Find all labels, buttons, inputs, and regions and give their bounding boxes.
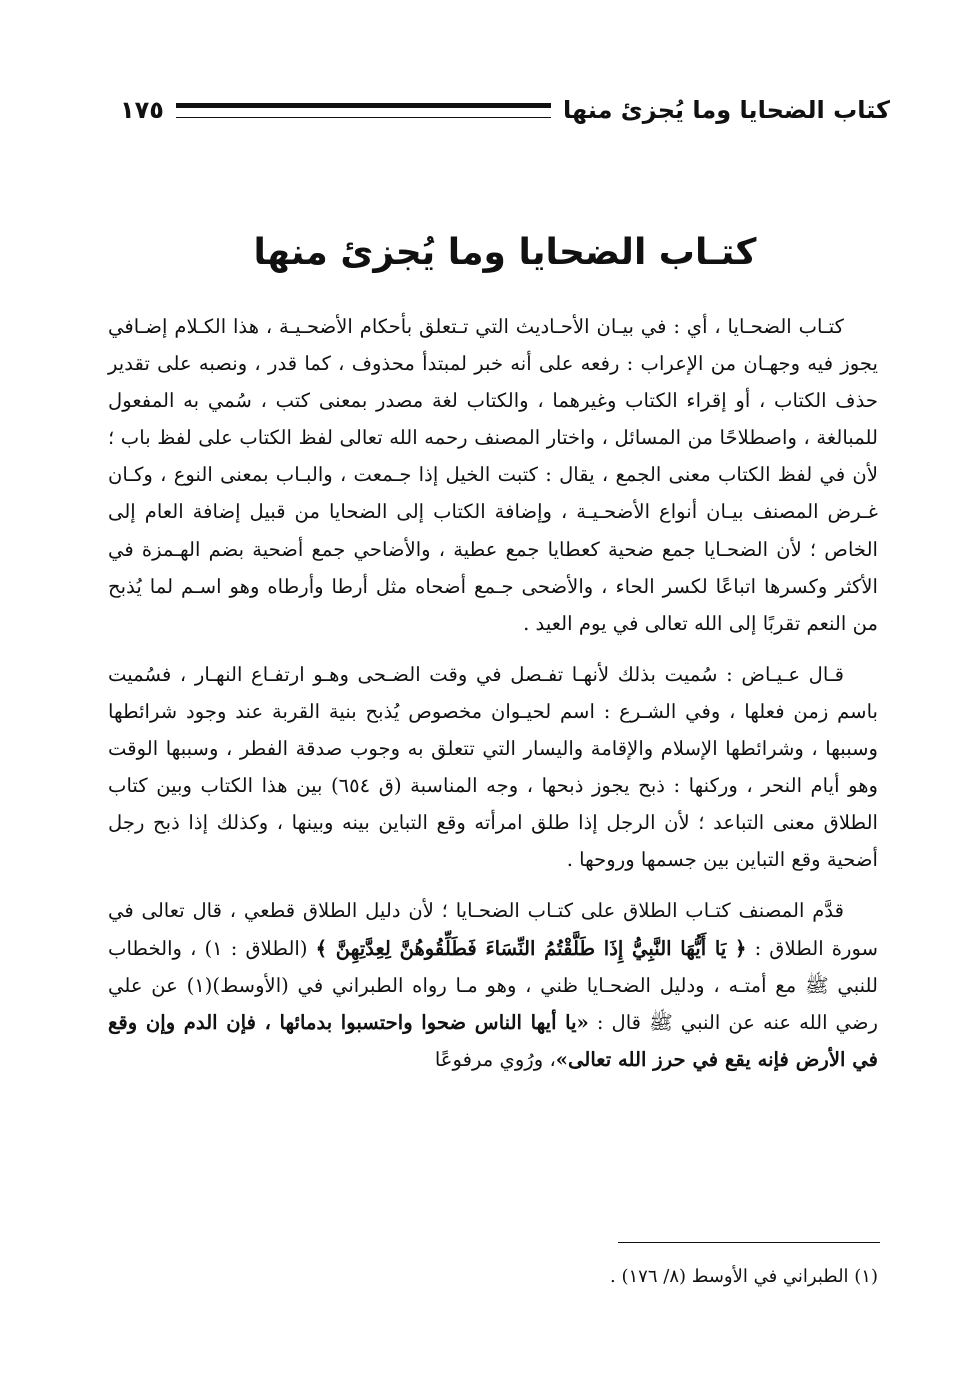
body-text xyxy=(108,308,878,1092)
quran-verse: ﴿ يَا أَيُّهَا النَّبِيُّ إِذَا طَلَّقْتُمُ النِّسَاءَ فَطَلِّقُوهُنَّ لِعِدَّتِهِنَّ ﴾ xyxy=(315,936,747,960)
paragraph-2: قـال عـيـاض : سُميت بذلك لأنهـا تفـصل في وقت الضـحى وهـو ارتفـاع النهـار ، فسُميت باسم زمن فعلها ، وفي الشـرع : اسم لحيـوان مخصوص يُذبح بنية القربة عند وجود شرائطها وسببها ، وشرائطها الإسلام والإقامة واليسار التي تتعلق به وجوب صدقة الفطر ، وسببها الوقت وهو أيام النحر ، وركنها : ذبح يجوز ذبحها ، وجه المناسبة (ق ٦٥٤) بين هذا الكتاب وبين كتاب الطلاق معنى التباعد ؛ لأن الرجل إذا طلق امرأته وقع التباين بينه وبينها ، وكذلك إذا ذبح رجل أضحية وقع التباين بين جسمها وروحها . xyxy=(108,662,878,872)
paragraph-3-intro: قدَّم المصنف كتـاب الطلاق على كتـاب الضحـايا ؛ لأن دليل الطلاق قطعي ، قال تعالى في سورة الطلاق : xyxy=(108,899,879,960)
running-header xyxy=(120,88,890,132)
footnote-divider xyxy=(618,1242,880,1243)
footnote-1: (١) الطبراني في الأوسط (٨/ ١٧٦) . xyxy=(610,1266,878,1287)
hadith-text: «يا أيها الناس ضحوا واحتسبوا بدمائها ، فإن الدم وإن وقع في الأرض فإنه يقع في حرز الله تعالى» xyxy=(108,1010,878,1071)
paragraph-3 xyxy=(108,892,878,1077)
running-header-title: كتاب الضحايا وما يُجزئ منها xyxy=(562,96,890,124)
paragraph-3-middle: (الطلاق : ١) ، والخطاب للنبي ﷺ مع أمتـه ، ودليل الضحـايا ظني ، وهو مـا رواه الطبراني في (الأوسط)(١) عن علي رضي الله عنه عن النبي ﷺ قال : xyxy=(108,936,878,1034)
header-rule xyxy=(176,103,551,118)
paragraph-3-end: ، ورُوي مرفوعًا xyxy=(434,1047,556,1071)
paragraph-1: كتـاب الضحـايا ، أي : في بيـان الأحـاديث التي تـتعلق بأحكام الأضحـيـة ، هذا الكـلام إضـافي يجوز فيه وجهـان من الإعراب : رفعه على أنه خبر لمبتدأ محذوف ، كما قدر ، ونصبه على تقدير حذف الكتاب ، أو إقراء الكتاب وغيرهما ، والكتاب لغة مصدر بمعنى كتب ، سُمي به المفعول للمبالغة ، واصطلاحًا من المسائل ، واختار المصنف رحمه الله تعالى لفظ الكتاب على لفظ باب ؛ لأن في لفظ الكتاب معنى الجمع ، يقال : كتبت الخيل إذا جـمعت ، والبـاب بمعنى النوع ، وكـان غـرض المصنف بيـان أنواع الأضحـيـة ، وإضافة الكتاب إلى الضحايا من قبيل إضافة العام إلى الخاص ؛ لأن الضحـايا جمع ضحية كعطايا جمع عطية ، والأضاحي جمع أضحية بضم الهـمزة في الأكثر وكسرها اتباعًا لكسر الحاء ، والأضحى جـمع أضحاه مثل أرطا وأرطاه وهو اسـم لما يُذبح من النعم تقربًا إلى الله تعالى في يوم العيد . xyxy=(108,315,878,635)
page-number: ١٧٥ xyxy=(120,96,164,124)
chapter-title: كتـاب الضحايا وما يُجزئ منها xyxy=(253,232,757,273)
